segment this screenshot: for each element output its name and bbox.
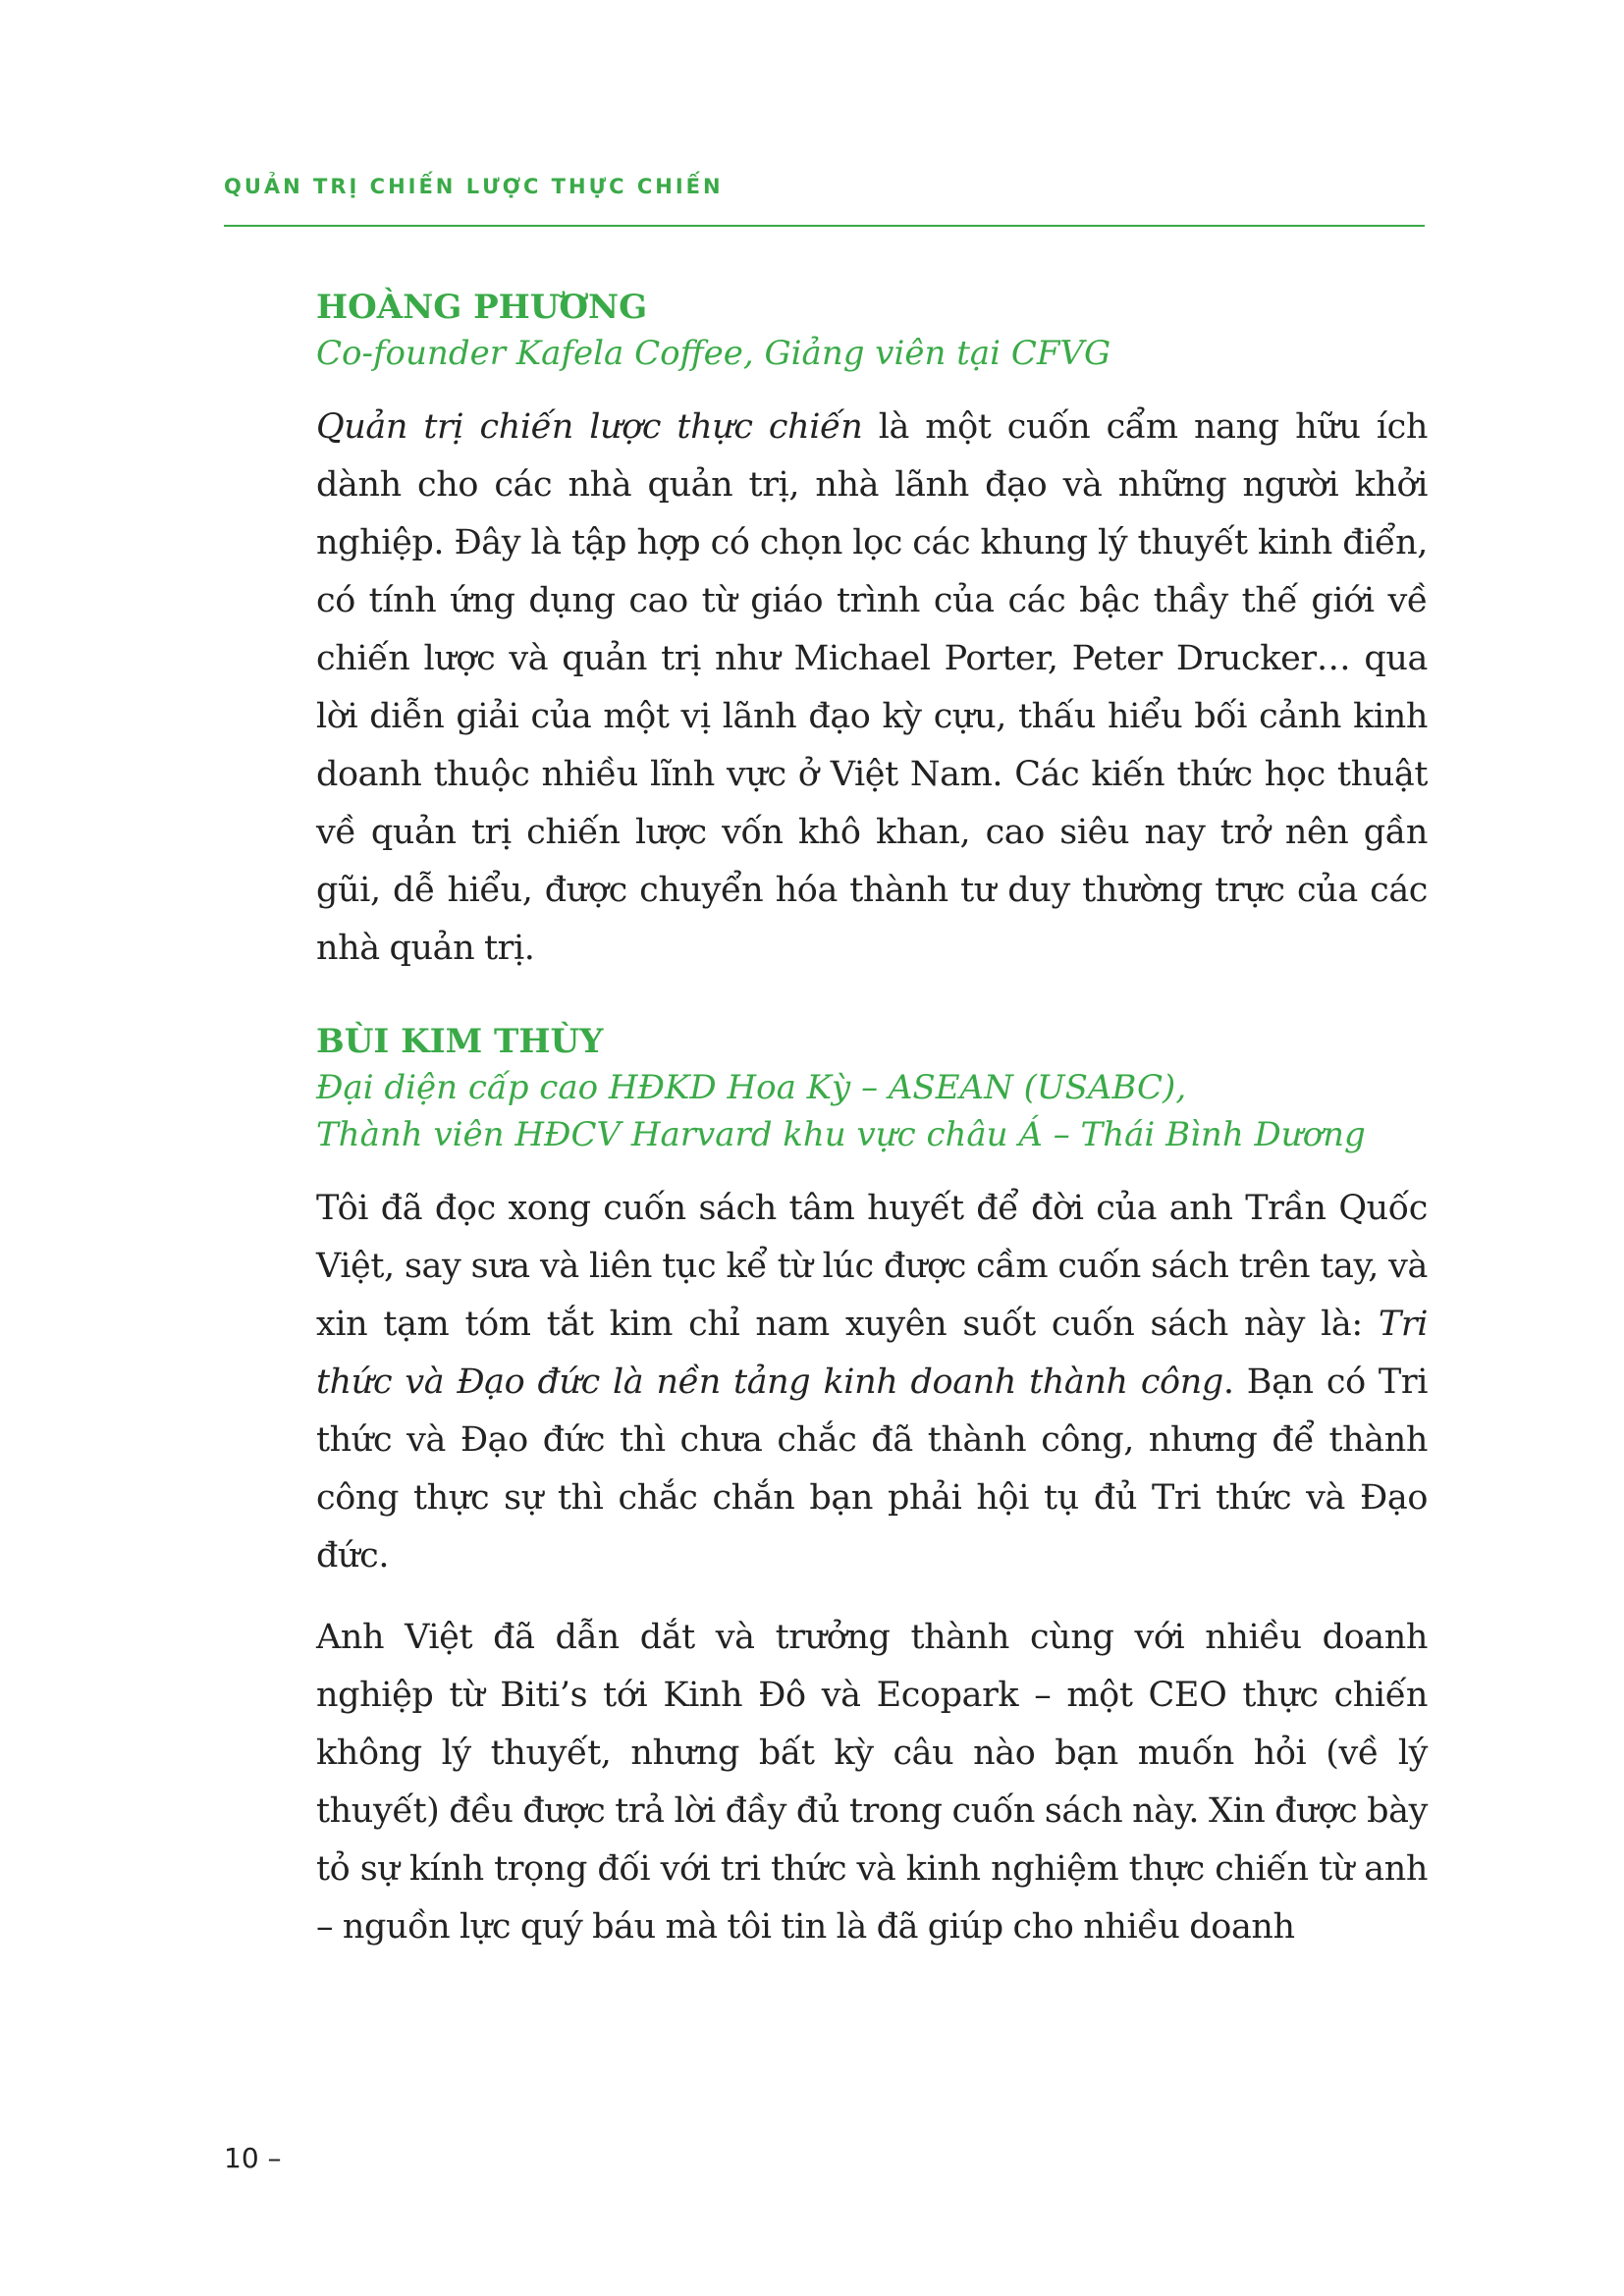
reviewer-name: HOÀNG PHƯƠNG: [316, 288, 648, 327]
paragraph-text: . Bạn có Tri thức và Đạo đức thì chưa chắc đã thành công, nhưng để thành công thực sự thì chắc chắn bạn phải hội tụ đủ Tri thức và Đạo đức.: [316, 1362, 1428, 1575]
paragraph-text: Tôi đã đọc xong cuốn sách tâm huyết để đời của anh Trần Quốc Việt, say sưa và liên tục kể từ lúc được cầm cuốn sách trên tay, và xin tạm tóm tắt kim chỉ nam xuyên suốt cuốn sách này là:: [316, 1189, 1428, 1344]
paragraph-text: Anh Việt đã dẫn dắt và trưởng thành cùng với nhiều doanh nghiệp từ Biti’s tới Kinh Đô và Ecopark – một CEO thực chiến không lý thuyết, nhưng bất kỳ câu nào bạn muốn hỏi (về lý thuyết) đều được trả lời đầy đủ trong cuốn sách này. Xin được bày tỏ sự kính trọng đối với tri thức và kinh nghiệm thực chiến từ anh – nguồn lực quý báu mà tôi tin là đã giúp cho nhiều doanh: [316, 1618, 1428, 1947]
running-head: QUẢN TRỊ CHIẾN LƯỢC THỰC CHIẾN: [224, 175, 724, 198]
page-number-dash: –: [267, 2142, 282, 2174]
testimonial-paragraph: [316, 1609, 1428, 1956]
reviewer-hoang-phuong: [316, 285, 1428, 978]
reviewer-role: Đại diện cấp cao HĐKD Hoa Kỳ – ASEAN (USABC),: [316, 1068, 1187, 1107]
reviewer-role: Co-founder Kafela Coffee, Giảng viên tại CFVG: [316, 334, 1111, 373]
header-rule: [224, 225, 1425, 227]
emphasized-quote: Tri thức và Đạo đức là nền tảng kinh doanh thành công: [316, 1305, 1428, 1402]
page-content: [316, 285, 1428, 1998]
book-title: Quản trị chiến lược thực chiến: [316, 407, 863, 447]
reviewer-bui-kim-thuy: [316, 1019, 1428, 1956]
paragraph-text: là một cuốn cẩm nang hữu ích dành cho các nhà quản trị, nhà lãnh đạo và những người khởi nghiệp. Đây là tập hợp có chọn lọc các khung lý thuyết kinh điển, có tính ứng dụng cao từ giáo trình của các bậc thầy thế giới về chiến lược và quản trị như Michael Porter, Peter Drucker… qua lời diễn giải của một vị lãnh đạo kỳ cựu, thấu hiểu bối cảnh kinh doanh thuộc nhiều lĩnh vực ở Việt Nam. Các kiến thức học thuật về quản trị chiến lược vốn khô khan, cao siêu nay trở nên gần gũi, dễ hiểu, được chuyển hóa thành tư duy thường trực của các nhà quản trị.: [316, 407, 1428, 968]
reviewer-name: BÙI KIM THÙY: [316, 1022, 604, 1061]
page-footer: [224, 2142, 282, 2174]
testimonial-paragraph: [316, 399, 1428, 978]
testimonial-paragraph: [316, 1180, 1428, 1585]
reviewer-role: Thành viên HĐCV Harvard khu vực châu Á – Thái Bình Dương: [316, 1115, 1366, 1154]
page-number: 10: [224, 2142, 259, 2174]
